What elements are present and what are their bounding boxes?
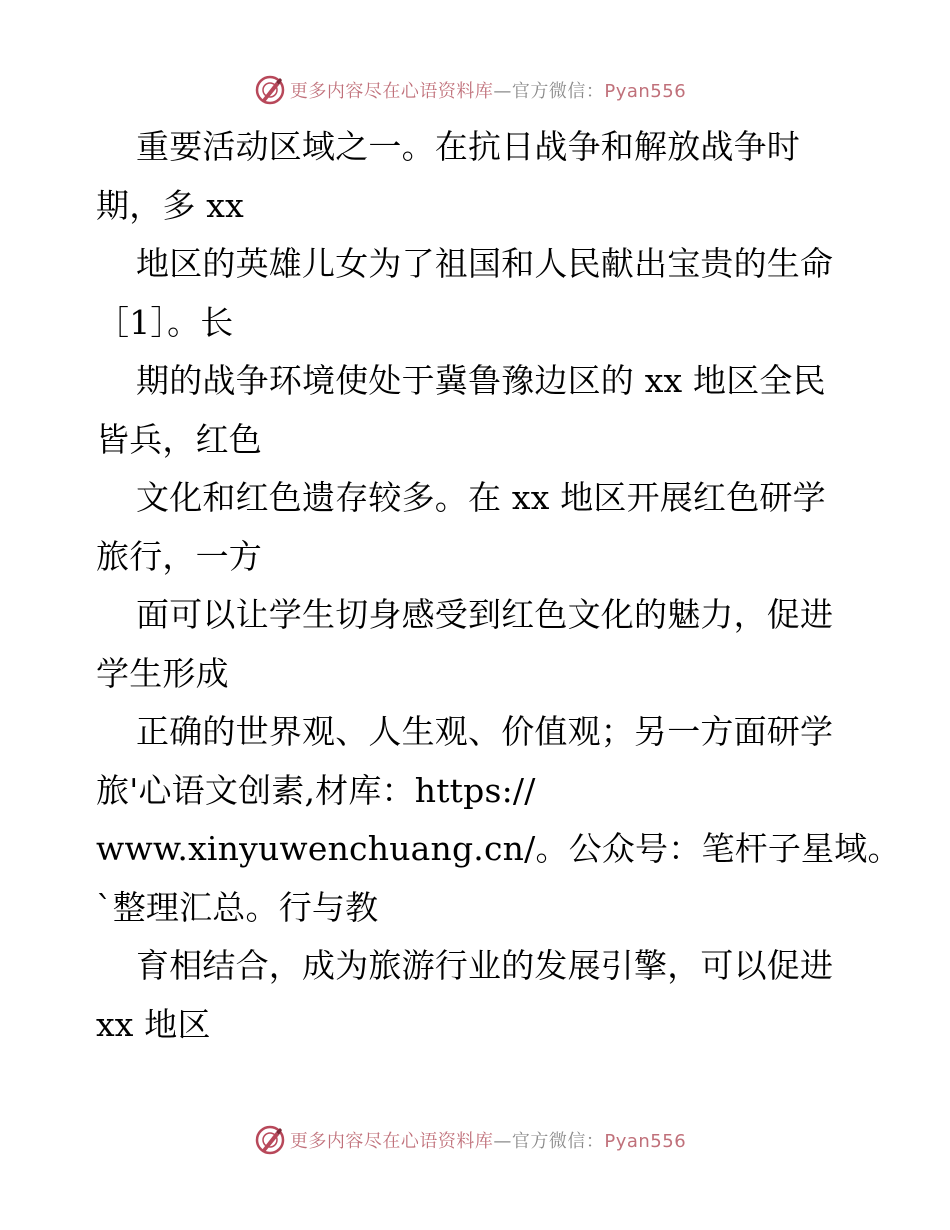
header-text: [290, 77, 686, 103]
header-banner-inner: [254, 74, 686, 106]
header-brand-text: 更多内容尽在心语资料库: [289, 81, 494, 102]
header-banner: [0, 70, 950, 110]
paragraph: [96, 469, 856, 586]
text-line: 学生形成: [96, 653, 229, 693]
header-separator: —: [493, 81, 512, 102]
text-line: `整理汇总。行与教: [96, 887, 379, 927]
text-line: 面可以让学生切身感受到红色文化的魅力，促进: [136, 595, 834, 634]
brand-logo-icon: [254, 74, 286, 106]
footer-banner-inner: [254, 1124, 686, 1156]
paragraph: [96, 586, 856, 703]
text-line: ［1］。长: [96, 302, 234, 342]
footer-text: [290, 1127, 686, 1153]
paragraph: [96, 352, 856, 469]
paragraph: [96, 937, 856, 1054]
paragraph: [96, 118, 856, 235]
footer-brand-text: 更多内容尽在心语资料库: [289, 1131, 494, 1152]
footer-wechat-id: Pyan556: [604, 1131, 687, 1152]
brand-logo-icon: [254, 1124, 286, 1156]
text-line: 皆兵，红色: [96, 419, 262, 459]
text-line: 正确的世界观、人生观、价值观；另一方面研学: [136, 712, 834, 751]
text-line: 地区的英雄儿女为了祖国和人民献出宝贵的生命: [136, 244, 834, 283]
text-line: 旅行，一方: [96, 536, 262, 576]
text-line: www.xinyuwenchuang.cn/。公众号：笔杆子星域。: [96, 829, 901, 868]
paragraph: [96, 703, 901, 937]
header-wechat-label: 官方微信：: [511, 81, 605, 102]
footer-wechat-label: 官方微信：: [511, 1131, 605, 1152]
footer-banner: [0, 1120, 950, 1160]
paragraph: [96, 235, 856, 352]
footer-separator: —: [493, 1131, 512, 1152]
header-wechat-id: Pyan556: [604, 81, 687, 102]
text-line: 期的战争环境使处于冀鲁豫边区的 xx 地区全民: [136, 361, 826, 400]
text-line: 文化和红色遗存较多。在 xx 地区开展红色研学: [136, 478, 826, 517]
text-line: 重要活动区域之一。在抗日战争和解放战争时: [136, 127, 800, 166]
text-line: 旅'心语文创素,材库：https://: [96, 770, 536, 810]
document-body: [96, 118, 901, 1054]
text-line: 育相结合，成为旅游行业的发展引擎，可以促进: [136, 946, 834, 985]
text-line: 期，多 xx: [96, 185, 244, 225]
text-line: xx 地区: [96, 1004, 211, 1044]
